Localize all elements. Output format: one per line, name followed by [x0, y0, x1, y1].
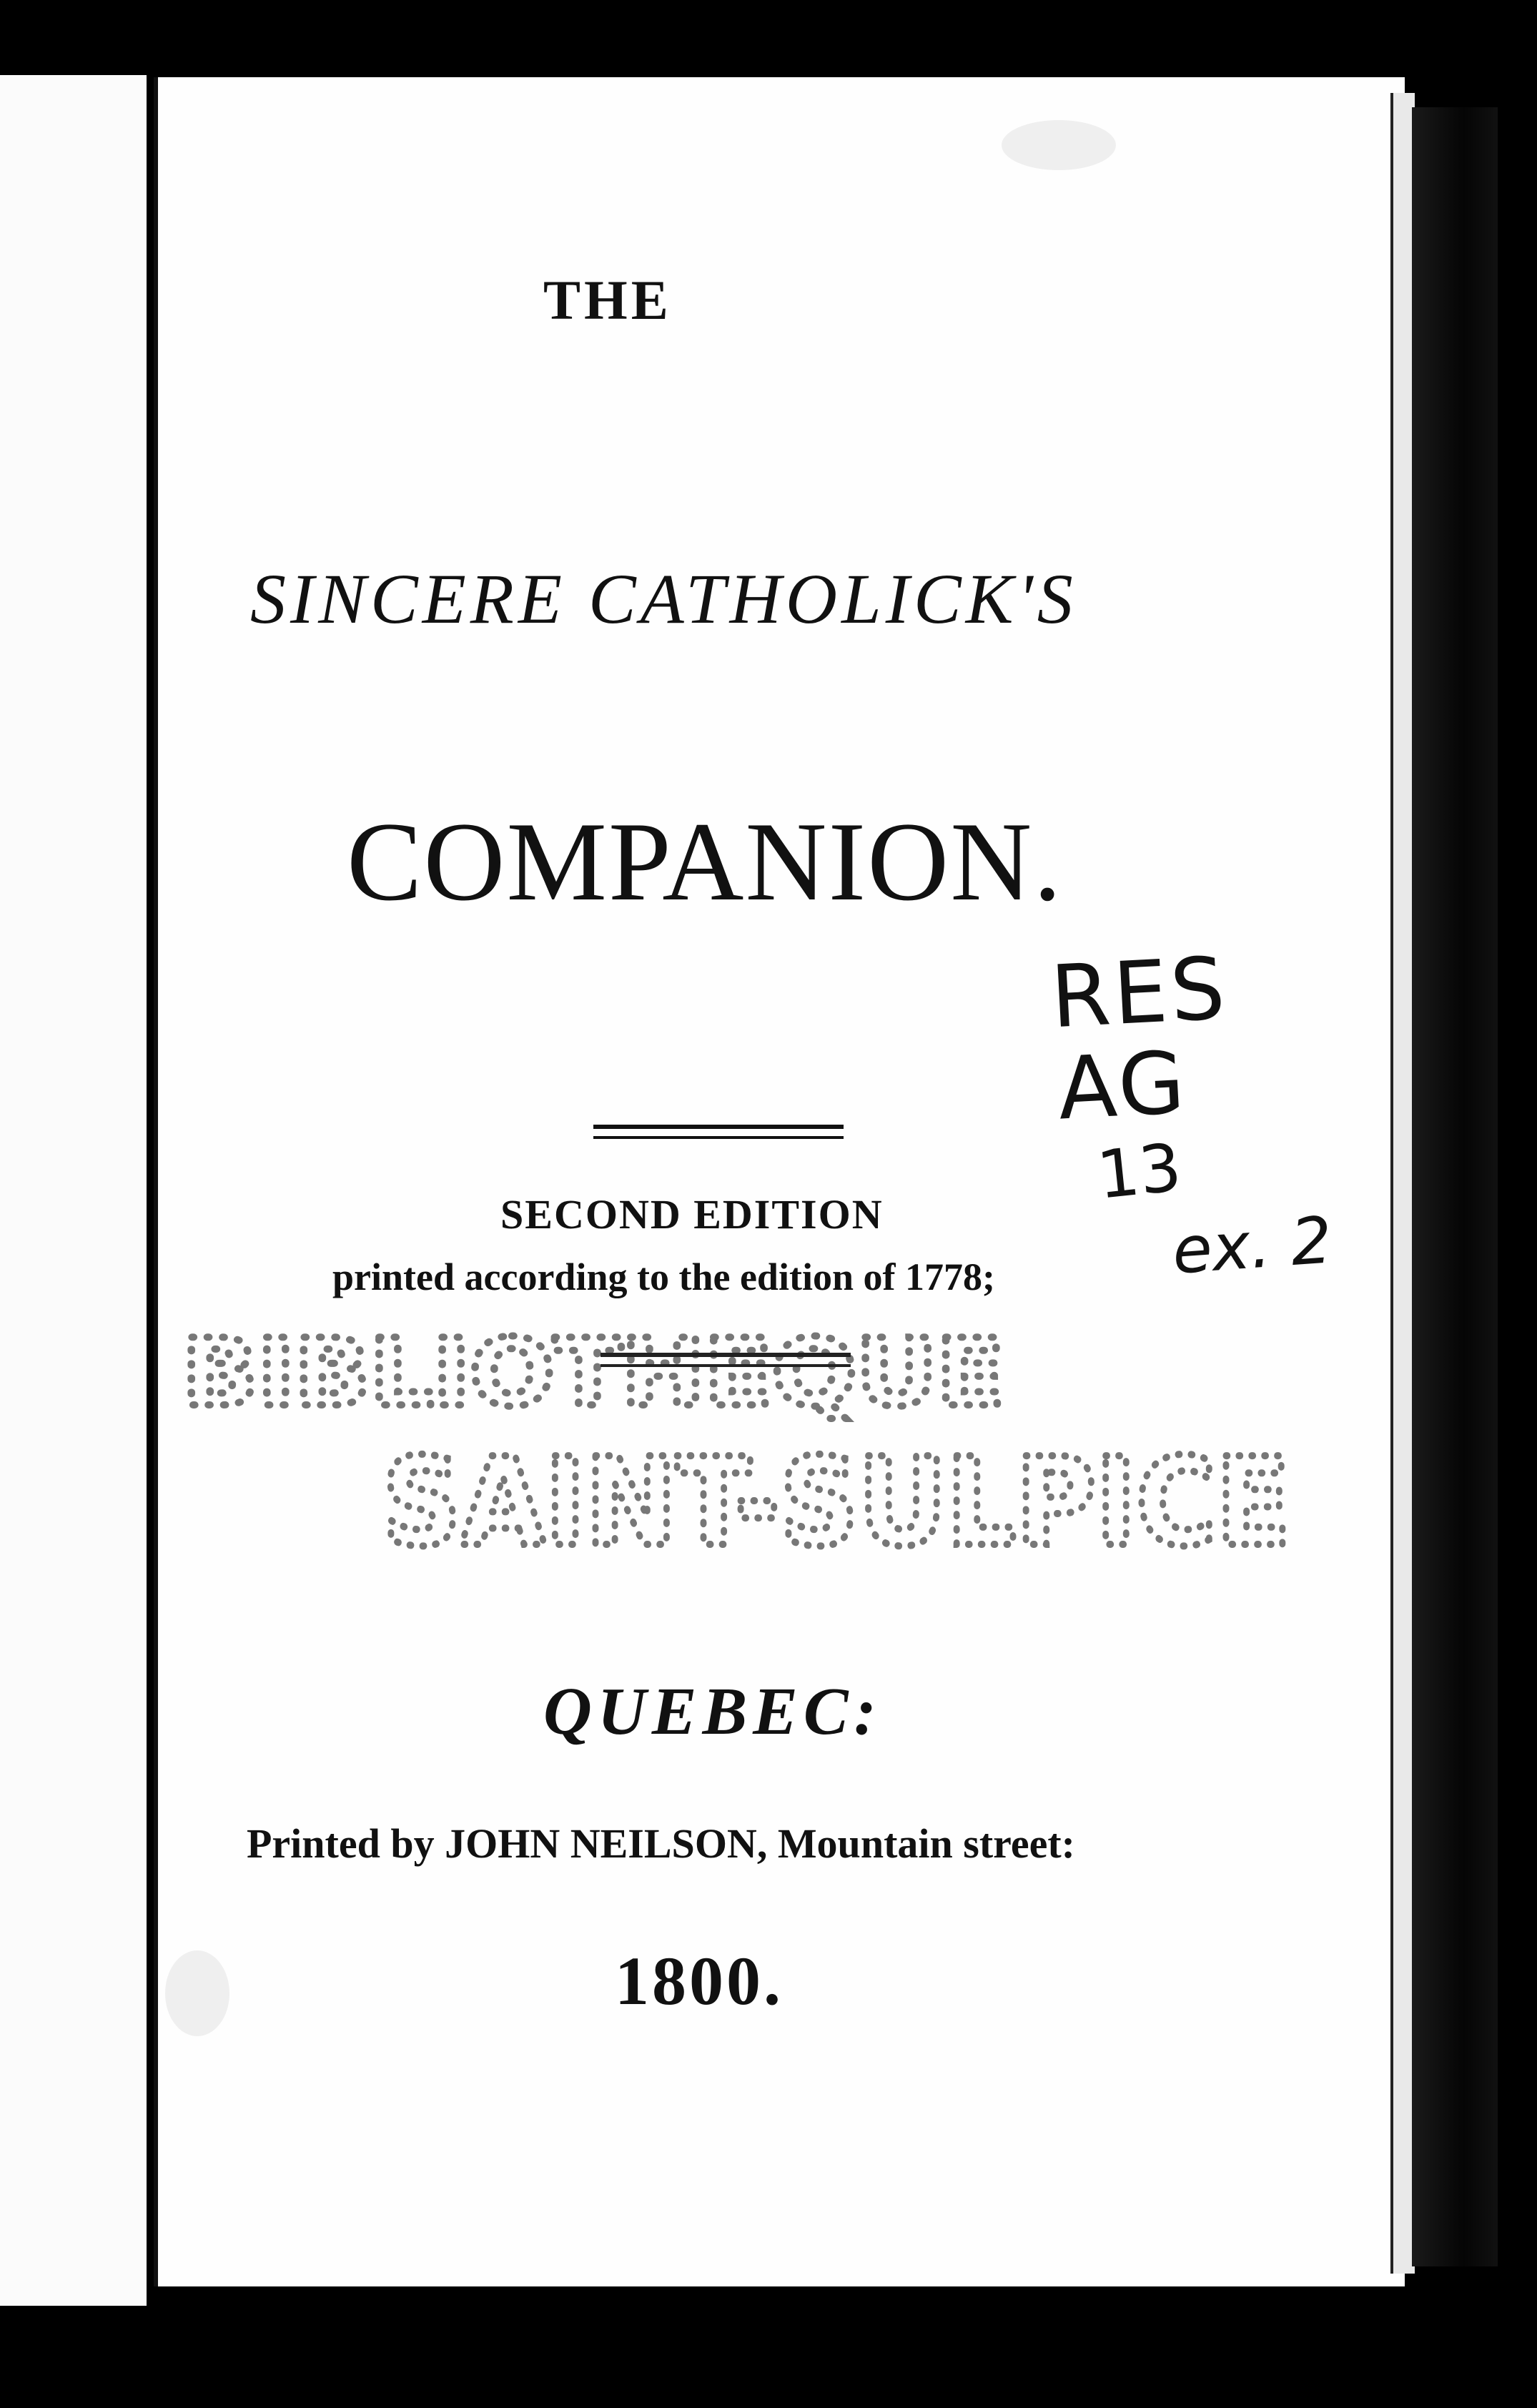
title-article: THE	[543, 269, 672, 331]
shelfmark-line-3: 13	[1093, 1129, 1185, 1214]
perforated-stamp-graphic	[182, 1308, 1315, 1594]
imprint-place: QUEBEC:	[543, 1674, 882, 1749]
stain	[165, 1950, 229, 2036]
imprint-printer: Printed by JOHN NEILSON, Mountain street:	[247, 1820, 1075, 1867]
facing-page-edge	[0, 75, 147, 2306]
double-rule	[593, 1125, 844, 1139]
perforated-library-stamp	[182, 1308, 1315, 1594]
stamp-line-1: BIBLIOTHEQUE	[182, 1318, 1004, 1427]
imprint-year: 1800.	[615, 1943, 784, 2019]
shelfmark-line-1: RES	[1048, 939, 1230, 1048]
page-edge	[1390, 93, 1415, 2274]
stain	[1002, 120, 1116, 170]
book-spine	[1412, 107, 1498, 2266]
edition-statement: SECOND EDITION	[500, 1191, 884, 1238]
stamp-line-2: SAINT-SULPICE	[382, 1432, 1290, 1574]
title-sub: COMPANION.	[347, 799, 1063, 924]
shelfmark-line-2: AG	[1055, 1033, 1190, 1140]
shelfmark-line-4: ex. 2	[1170, 1203, 1335, 1289]
edition-note: printed according to the edition of 1778;	[332, 1255, 995, 1298]
title-main: SINCERE CATHOLICK'S	[250, 559, 1077, 638]
double-rule	[601, 1353, 851, 1367]
